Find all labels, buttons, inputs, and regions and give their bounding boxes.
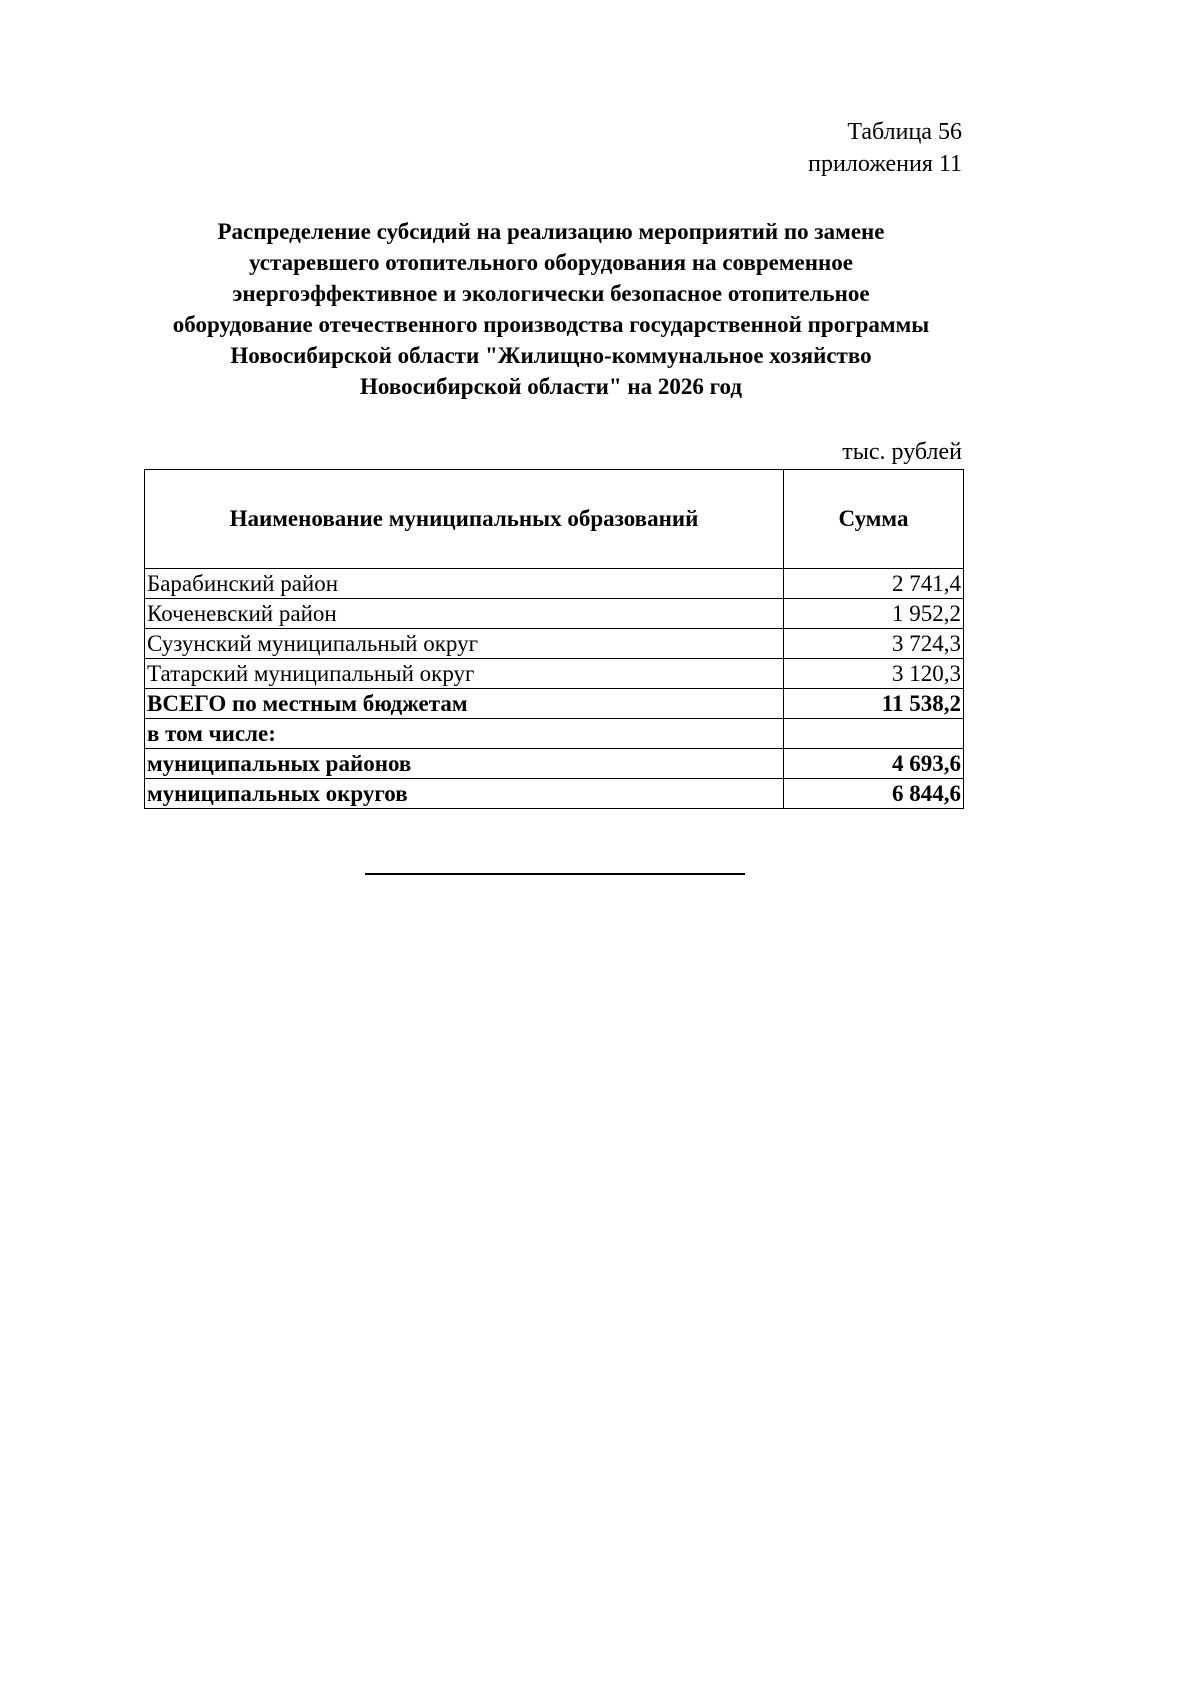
municipality-name: Барабинский район <box>145 569 784 599</box>
subtotal-row <box>145 749 964 779</box>
column-header-sum: Сумма <box>784 470 964 569</box>
sum-value: 3 724,3 <box>784 629 964 659</box>
title-line: энергоэффективное и экологически безопасное отопительное <box>232 281 870 306</box>
subtotal-label: муниципальных районов <box>145 749 784 779</box>
including-row <box>145 719 964 749</box>
sum-value: 1 952,2 <box>784 599 964 629</box>
sum-value: 3 120,3 <box>784 659 964 689</box>
subtotal-value: 6 844,6 <box>784 779 964 809</box>
subtotal-label: муниципальных округов <box>145 779 784 809</box>
subtotal-row <box>145 779 964 809</box>
end-divider <box>365 873 745 875</box>
municipality-name: Коченевский район <box>145 599 784 629</box>
title-line: Распределение субсидий на реализацию мероприятий по замене <box>217 219 885 244</box>
municipality-name: Сузунский муниципальный округ <box>145 629 784 659</box>
table-row <box>145 599 964 629</box>
total-row <box>145 689 964 719</box>
table-row <box>145 629 964 659</box>
including-value <box>784 719 964 749</box>
title-line: Новосибирской области" на 2026 год <box>360 374 742 399</box>
table-row <box>145 659 964 689</box>
title-line: устаревшего отопительного оборудования на современное <box>249 250 853 275</box>
title-line: оборудование отечественного производства государственной программы <box>172 312 930 337</box>
subtotal-value: 4 693,6 <box>784 749 964 779</box>
appendix-reference: приложения 11 <box>808 151 962 177</box>
title-line: Новосибирской области "Жилищно-коммунальное хозяйство <box>230 343 872 368</box>
sum-value: 2 741,4 <box>784 569 964 599</box>
document-title <box>140 216 962 402</box>
municipality-name: Татарский муниципальный округ <box>145 659 784 689</box>
total-value: 11 538,2 <box>784 689 964 719</box>
total-label: ВСЕГО по местным бюджетам <box>145 689 784 719</box>
subsidy-table <box>144 469 964 809</box>
table-number: Таблица 56 <box>847 119 962 145</box>
table-row <box>145 569 964 599</box>
table-reference <box>808 116 962 180</box>
units-label: тыс. рублей <box>842 439 962 465</box>
table-header-row <box>145 470 964 569</box>
column-header-name: Наименование муниципальных образований <box>145 470 784 569</box>
including-label: в том числе: <box>145 719 784 749</box>
